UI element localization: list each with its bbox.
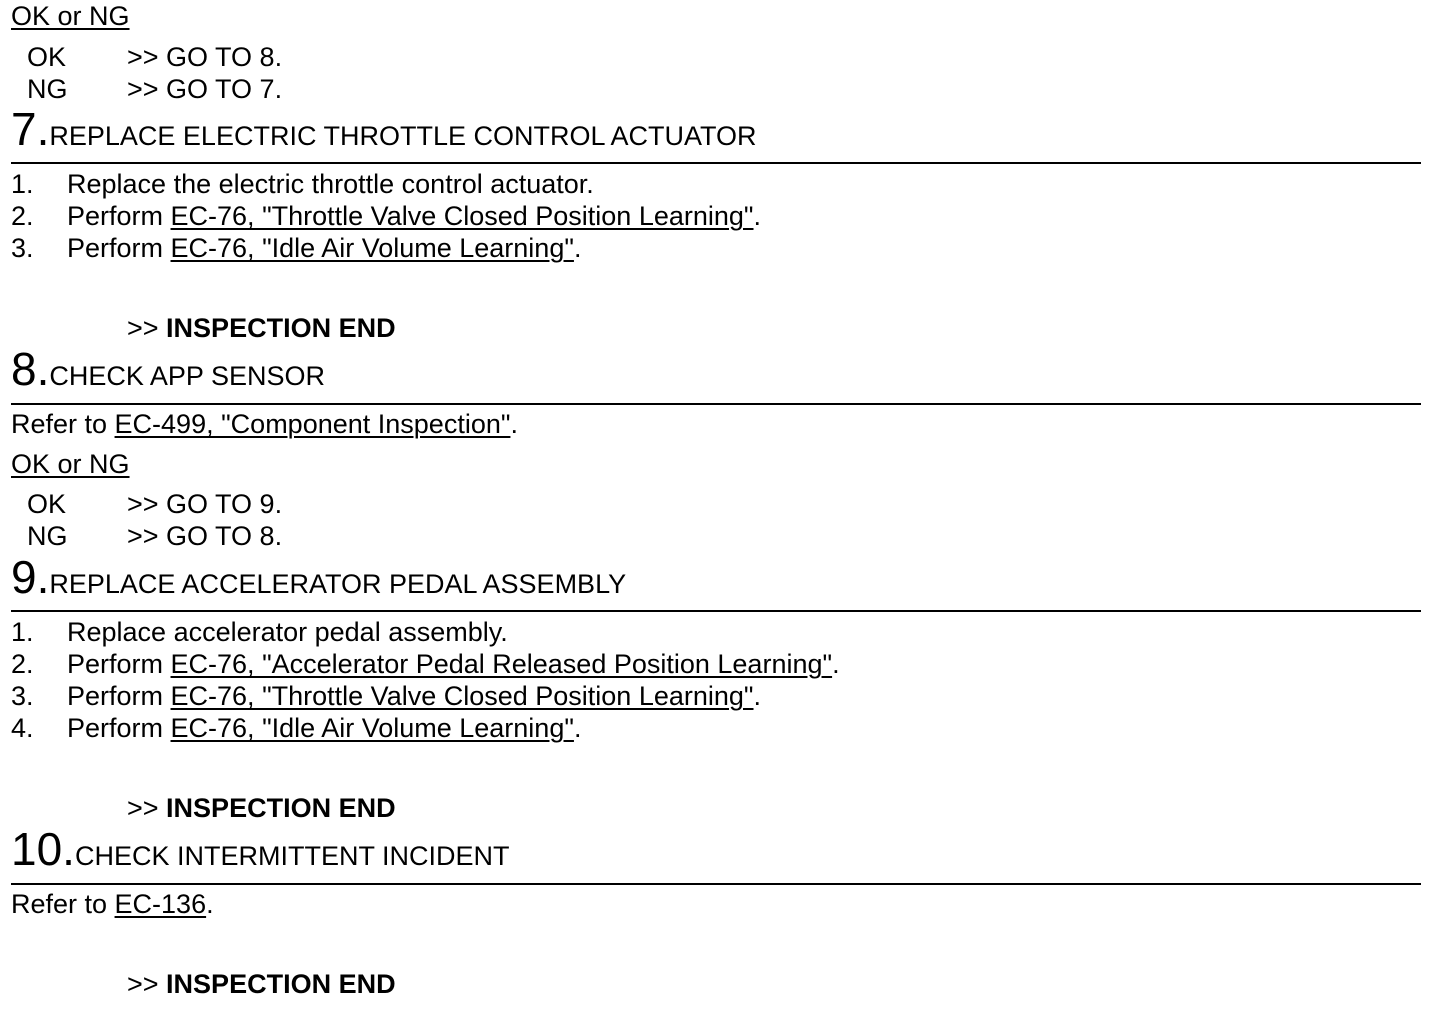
step-10-heading [11,823,510,884]
ng-action: >> GO TO 7. [127,74,283,104]
list-item: 2. Perform EC-76, "Throttle Valve Closed Position Learning". [11,201,762,231]
reference-link[interactable]: EC-136 [114,889,207,919]
step-title: REPLACE ACCELERATOR PEDAL ASSEMBLY [49,569,627,599]
ok-or-ng-heading: OK or NG [11,449,130,479]
ok-or-ng-heading: OK or NG [11,1,130,31]
reference-link[interactable]: EC-76, "Throttle Valve Closed Position Learning" [170,681,754,711]
step-number: 8. [11,343,50,395]
list-item: 1. Replace the electric throttle control actuator. [11,169,594,199]
refer-line: Refer to EC-499, "Component Inspection". [11,409,518,439]
ok-label: OK [27,489,67,519]
inspection-end: >> INSPECTION END [127,793,396,823]
ng-action: >> GO TO 8. [127,521,283,551]
list-item: 2. Perform EC-76, "Accelerator Pedal Released Position Learning". [11,649,840,679]
ng-label: NG [27,521,68,551]
inspection-end: >> INSPECTION END [127,969,396,999]
refer-line: Refer to EC-136. [11,889,214,919]
step-number: 9. [11,551,50,603]
list-item: 3. Perform EC-76, "Idle Air Volume Learning". [11,233,582,263]
reference-link[interactable]: EC-499, "Component Inspection" [114,409,511,439]
ng-label: NG [27,74,68,104]
reference-link[interactable]: EC-76, "Accelerator Pedal Released Position Learning" [170,649,833,679]
reference-link[interactable]: EC-76, "Idle Air Volume Learning" [170,233,574,263]
step-number: 10. [11,823,75,875]
step-title: CHECK APP SENSOR [49,361,325,391]
step-title: CHECK INTERMITTENT INCIDENT [74,841,510,871]
ok-label: OK [27,42,67,72]
reference-link[interactable]: EC-76, "Idle Air Volume Learning" [170,713,574,743]
step-7-heading [11,103,757,164]
divider [11,883,1421,885]
step-9-heading [11,551,627,612]
list-item: 4. Perform EC-76, "Idle Air Volume Learning". [11,713,582,743]
inspection-end: >> INSPECTION END [127,313,396,343]
list-item: 3. Perform EC-76, "Throttle Valve Closed Position Learning". [11,681,762,711]
step-title: REPLACE ELECTRIC THROTTLE CONTROL ACTUATOR [49,121,757,151]
divider [11,610,1421,612]
list-item: 1. Replace accelerator pedal assembly. [11,617,508,647]
step-8-heading [11,343,325,404]
ok-action: >> GO TO 8. [127,42,283,72]
step-number: 7. [11,103,50,155]
divider [11,403,1421,405]
ok-action: >> GO TO 9. [127,489,283,519]
reference-link[interactable]: EC-76, "Throttle Valve Closed Position Learning" [170,201,754,231]
divider [11,162,1421,164]
